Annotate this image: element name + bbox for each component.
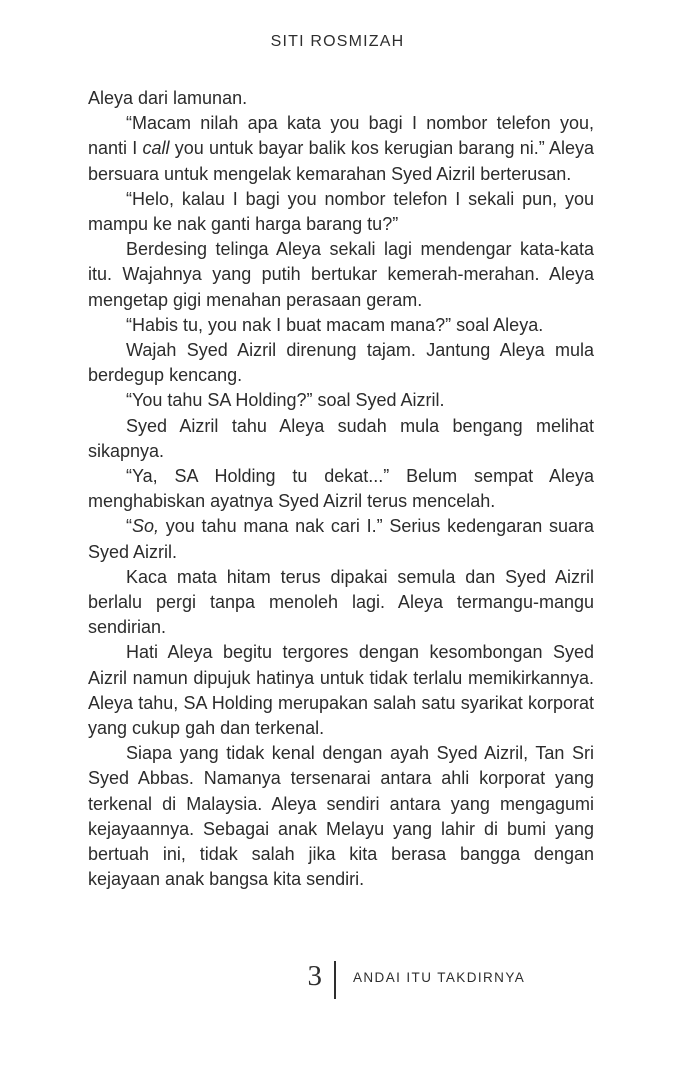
paragraph [88,464,594,514]
text-run: Syed Aizril tahu Aleya sudah mula bengang melihat sikapnya. [88,415,594,461]
running-header: SITI ROSMIZAH [270,33,405,50]
emphasized-text: call [142,138,170,159]
text-run: “Macam nilah apa kata you bagi I nombor telefon you, nanti I [88,113,594,159]
text-run: Aleya dari lamunan. [88,88,248,108]
paragraph [88,565,594,641]
paragraph [88,741,594,892]
text-run: you untuk bayar balik kos kerugian barang ni.” Aleya bersuara untuk mengelak kemarahan Syed Aizril berterusan. [88,138,594,184]
paragraph [88,111,594,187]
text-run: Hati Aleya begitu tergores dengan kesombongan Syed Aizril namun dipujuk hatinya untuk tidak terlalu memikirkannya. Aleya tahu, SA Holding merupakan salah satu syarikat korporat yang cukup gah dan terkenal. [88,642,594,739]
paragraph [88,187,594,237]
paragraph [88,414,594,464]
book-title: ANDAI ITU TAKDIRNYA [353,970,526,985]
text-run: “Habis tu, you nak I buat macam mana?” soal Aleya. [126,314,544,335]
text-run: “Ya, SA Holding tu dekat...” Belum sempat Aleya menghabiskan ayatnya Syed Aizril terus mencelah. [88,466,594,512]
footer-divider [334,961,336,999]
paragraph [88,313,594,338]
emphasized-text: So, [132,516,160,537]
page-footer [0,960,675,1010]
text-run: “Helo, kalau I bagi you nombor telefon I sekali pun, you mampu ke nak ganti harga barang tu?” [88,188,594,235]
text-run: “You tahu SA Holding?” soal Syed Aizril. [126,390,445,411]
text-run: Berdesing telinga Aleya sekali lagi mendengar kata-kata itu. Wajahnya yang putih bertukar kemerah-merahan. Aleya mengetap gigi menahan perasaan geram. [88,239,594,310]
text-run: Siapa yang tidak kenal dengan ayah Syed Aizril, Tan Sri Syed Abbas. Namanya tersenarai antara ahli korporat yang terkenal di Malaysia. Aleya sendiri antara yang mengagumi kejayaannya. Sebagai anak Melayu yang lahir di bumi yang bertuah ini, tidak salah jika kita berasa bangga dengan kejayaan anak bangsa kita sendiri. [88,743,594,890]
paragraph [88,388,594,413]
text-run: Wajah Syed Aizril direnung tajam. Jantung Aleya mula berdegup kencang. [88,340,594,386]
paragraph [88,237,594,313]
paragraph [88,86,594,111]
paragraph [88,640,594,741]
text-run: “ [126,516,132,537]
text-run: Kaca mata hitam terus dipakai semula dan Syed Aizril berlalu pergi tanpa menoleh lagi. Aleya termangu-mangu sendirian. [88,566,594,638]
paragraph [88,338,594,388]
text-run: you tahu mana nak cari I.” Serius kedengaran suara Syed Aizril. [88,516,594,562]
page-body [88,86,594,893]
page-number: 3 [307,960,322,992]
paragraph [88,514,594,564]
